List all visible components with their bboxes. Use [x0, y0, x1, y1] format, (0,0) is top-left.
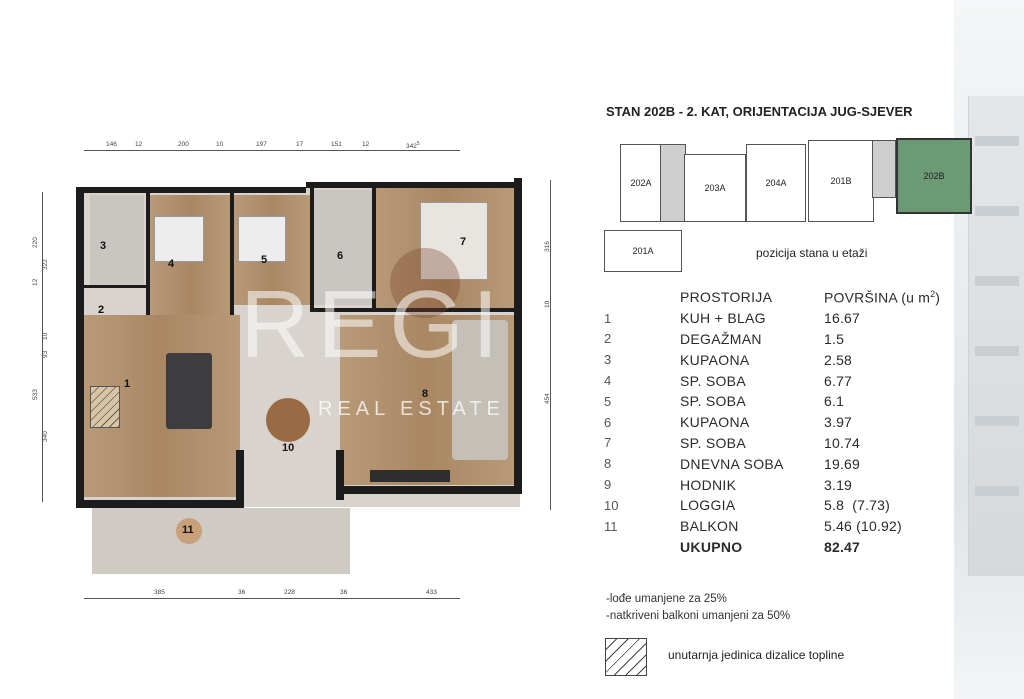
wall-east	[514, 178, 522, 490]
room-label-10: 10	[282, 442, 295, 454]
table-row: 2 DEGAŽMAN 1.5	[604, 330, 845, 347]
room-label-11: 11	[182, 524, 194, 536]
room-11-floor	[92, 508, 350, 574]
room-label-7: 7	[460, 236, 467, 248]
table-total-row: UKUPNO 82.47	[680, 538, 861, 555]
watermark-logo: REGI	[240, 271, 507, 378]
dim-top-5: 197	[256, 141, 267, 148]
dim-left-1: 220	[32, 237, 39, 248]
wall-north-1	[76, 187, 306, 193]
dim-left-2: 12	[32, 278, 39, 286]
wall-north-2	[306, 182, 518, 188]
dim-right-3: 454	[544, 393, 551, 404]
keymap-unit-202b: 202B	[896, 138, 972, 214]
table-row: 3 KUPAONA 2.58	[604, 351, 853, 368]
dim-bottom-3: 228	[284, 589, 295, 596]
header-room: PROSTORIJA	[680, 289, 773, 306]
dim-top-7: 151	[331, 141, 342, 148]
hatch-legend-swatch	[605, 638, 647, 676]
page-title: STAN 202B - 2. KAT, ORIJENTACIJA JUG-SJEVER	[606, 104, 913, 119]
wall-int-2	[230, 193, 234, 315]
dim-bottom-2: 36	[238, 589, 246, 596]
hatch-legend-label: unutarnja jedinica dizalice topline	[668, 648, 845, 662]
wall-south-1	[76, 500, 238, 508]
dim-bottom-5: 433	[426, 589, 437, 596]
note-loggia: -lođe umanjene za 25%	[606, 593, 727, 605]
left-dimension-line	[42, 192, 43, 502]
header-area: POVRŠINA (u $m^2$)	[824, 289, 941, 306]
dim-top-1: 146	[106, 141, 117, 148]
loggia-table	[266, 398, 310, 442]
bed-room-4	[154, 216, 204, 262]
room-label-3: 3	[100, 240, 107, 252]
keymap-unit-202a: 202A	[620, 144, 662, 222]
wall-south-2	[336, 486, 522, 494]
right-dimension-line	[550, 180, 551, 510]
dining-table	[166, 353, 212, 429]
watermark-tagline: REAL ESTATE	[318, 398, 505, 420]
room-label-4: 4	[168, 258, 175, 270]
dim-right-1: 316	[544, 241, 551, 252]
room-label-5: 5	[261, 254, 268, 266]
keymap-unit-201a: 201A	[604, 230, 682, 272]
heat-pump-hatch	[90, 386, 120, 428]
keymap-core-2	[872, 140, 896, 198]
dim-left-4: 10	[42, 332, 49, 340]
table-row: 4 SP. SOBA 6.77	[604, 372, 853, 389]
keymap-unit-204a: 204A	[746, 144, 806, 222]
room-label-8: 8	[422, 388, 429, 400]
dim-bottom-1: 385	[154, 589, 165, 596]
keymap-caption: pozicija stana u etaži	[756, 246, 868, 260]
room-label-6: 6	[337, 250, 344, 262]
table-row: 8 DNEVNA SOBA 19.69	[604, 455, 861, 472]
dim-left-3: 322	[42, 259, 49, 270]
table-row: 6 KUPAONA 3.97	[604, 414, 853, 431]
dim-top-2: 12	[135, 141, 143, 148]
note-balcony: -natkriveni balkoni umanjeni za 50%	[606, 610, 791, 622]
dim-left-5: 93	[42, 350, 49, 358]
table-header	[604, 287, 974, 308]
room-label-1: 1	[124, 378, 131, 390]
room-3-floor	[90, 195, 144, 285]
table-row: 10 LOGGIA 5.8 (7.73)	[604, 497, 891, 514]
keymap-unit-203a: 203A	[684, 154, 746, 222]
dim-bottom-4: 36	[340, 589, 348, 596]
keymap-core	[660, 144, 686, 222]
dim-top-4: 10	[216, 141, 224, 148]
table-row: 5 SP. SOBA 6.1	[604, 393, 845, 410]
wall-int-1	[146, 193, 150, 315]
wall-west	[76, 187, 84, 507]
dim-left-7: 340	[42, 431, 49, 442]
table-row: 11 BALKON 5.46 (10.92)	[604, 518, 902, 535]
wall-loggia-w	[236, 450, 244, 508]
dim-right-2: 10	[544, 300, 551, 308]
dim-top-9: $342^5$	[406, 141, 420, 151]
bottom-dimension-line	[84, 598, 460, 599]
wall-int-5	[84, 285, 146, 288]
keymap-unit-201b: 201B	[808, 140, 874, 222]
top-dimension-line	[84, 150, 460, 151]
tv-unit	[370, 470, 450, 482]
room-label-2: 2	[98, 304, 105, 316]
table-row: 7 SP. SOBA 10.74	[604, 434, 861, 451]
dim-top-3: 200	[178, 141, 189, 148]
dim-left-6: 533	[32, 389, 39, 400]
room-area-table	[604, 287, 974, 557]
table-row: 9 HODNIK 3.19	[604, 476, 853, 493]
dim-top-8: 12	[362, 141, 370, 148]
table-row: 1 KUH + BLAG 16.67	[604, 310, 861, 327]
dim-top-6: 17	[296, 141, 304, 148]
